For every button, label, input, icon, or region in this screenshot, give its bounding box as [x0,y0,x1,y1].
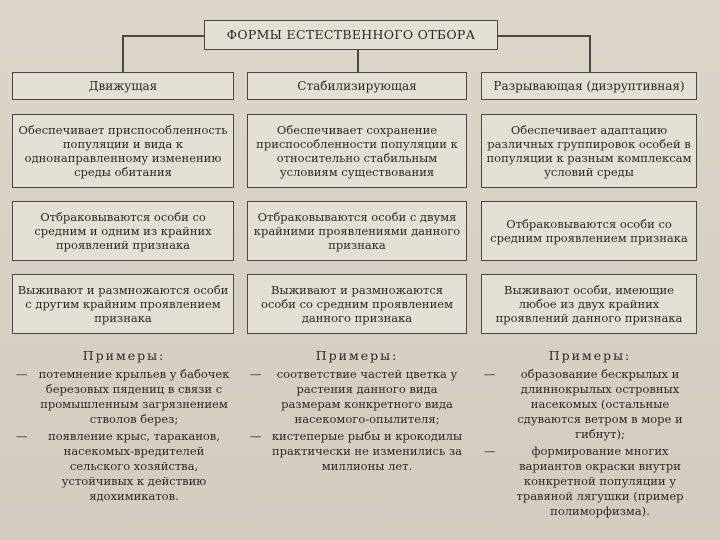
example-item: — кистеперые рыбы и крокодилы практически не изменились за миллионы лет. [250,429,463,473]
connector-top-horizontal [122,35,204,37]
column-header-driving: Движущая [12,72,234,100]
examples-disruptive [482,348,698,521]
column-driving-row-3: Выживают и размножаются особи с другим крайним проявлением признака [12,274,234,334]
connector-center-down [357,50,359,72]
example-item: — потемнение крыльев у бабочек березовых пядениц в связи с промышленным загрязнением стволов берез; [16,367,230,426]
connector-top-horizontal-right [498,35,589,37]
diagram-title: ФОРМЫ ЕСТЕСТВЕННОГО ОТБОРА [204,20,498,50]
example-item: — формирование многих вариантов окраски внутри конкретной популяции у травяной лягушки (пример полиморфизма). [484,444,684,518]
examples-driving [14,348,234,506]
column-driving-row-1: Обеспечивает приспособленность популяции и вида к однонаправленному изменению среды обитания [12,114,234,188]
column-stabilizing-row-1: Обеспечивает сохранение приспособленности популяции к относительно стабильным условиям существования [247,114,467,188]
column-disruptive-row-3: Выживают особи, имеющие любое из двух крайних проявлений данного признака [481,274,697,334]
column-stabilizing-row-3: Выживают и размножаются особи со средним проявлением данного признака [247,274,467,334]
column-disruptive-row-1: Обеспечивает адаптацию различных группировок особей в популяции к разным комплексам условий среды [481,114,697,188]
column-stabilizing-row-2: Отбраковываются особи с двумя крайними проявлениями данного признака [247,201,467,261]
example-item: — образование бескрылых и длиннокрылых островных насекомых (остальные сдуваются ветром в море и гибнут); [484,367,683,441]
examples-title: Примеры: [315,348,399,363]
column-driving-row-2: Отбраковываются особи со средним и одним из крайних проявлений признака [12,201,234,261]
connector-right-down [589,35,591,72]
examples-title: Примеры: [82,348,166,363]
column-header-disruptive: Разрывающая (дизруптивная) [481,72,697,100]
examples-title: Примеры: [548,348,632,363]
column-disruptive-row-2: Отбраковываются особи со средним проявлением признака [481,201,697,261]
connector-left-down [122,35,124,72]
example-item: — появление крыс, тараканов, насекомых-вредителей сельского хозяйства, устойчивых к действию ядохимикатов. [16,429,220,503]
examples-stabilizing [248,348,466,476]
column-header-stabilizing: Стабилизирующая [247,72,467,100]
example-item: — соответствие частей цветка у растения данного вида размерам конкретного вида насекомого-опылителя; [250,367,458,426]
